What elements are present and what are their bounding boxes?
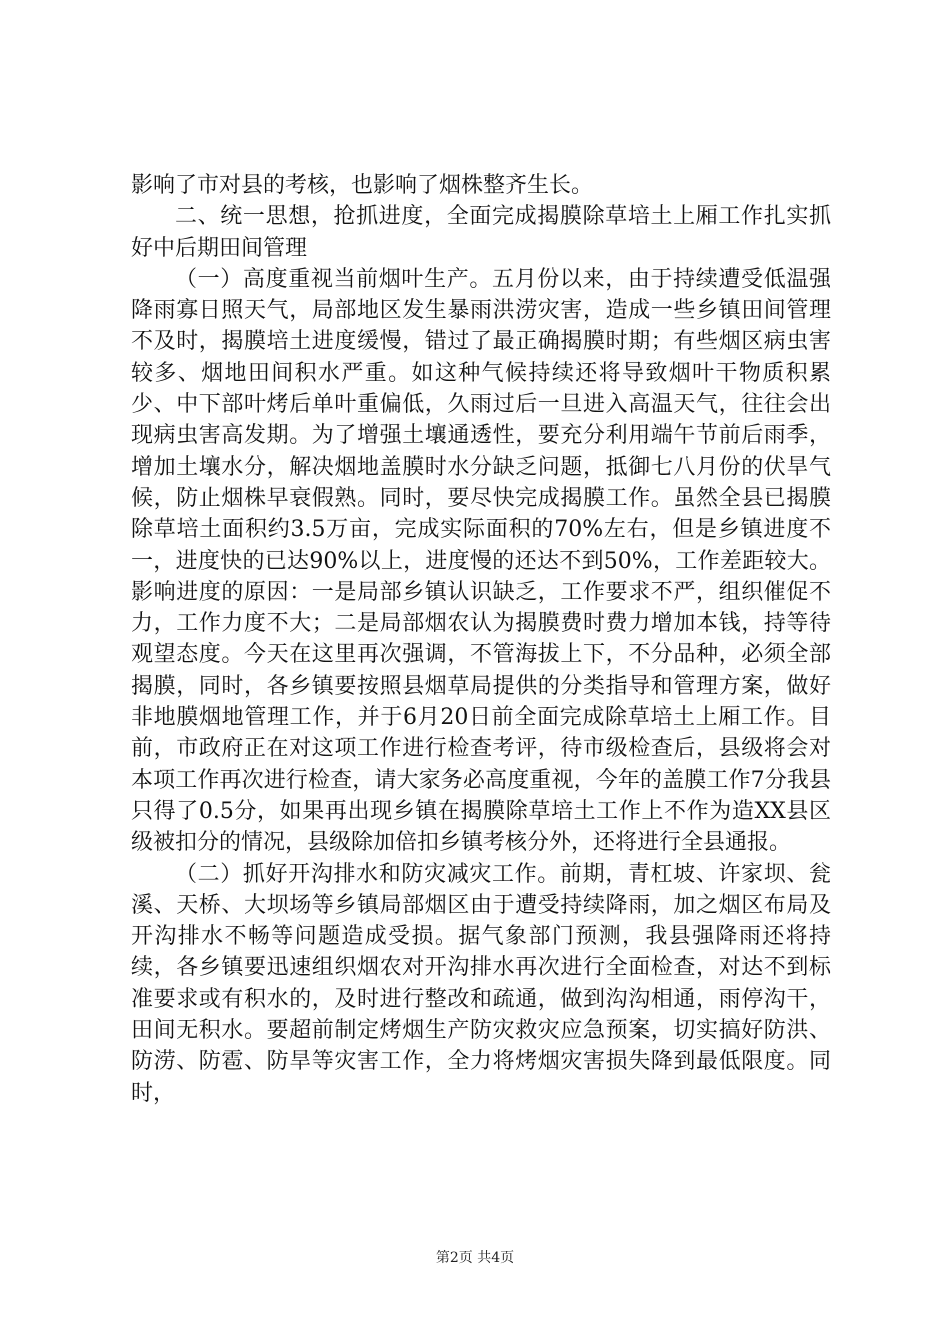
paragraph-section-1: （一）高度重视当前烟叶生产。五月份以来，由于持续遭受低温强降雨寡日照天气，局部地区发生暴雨洪涝灾害，造成一些乡镇田间管理不及时，揭膜培土进度缓慢，错过了最正确揭膜时期；有些烟区病虫害较多、烟地田间积水严重。如这种气候持续还将导致烟叶干物质积累少、中下部叶烤后单叶重偏低，久雨过后一旦进入高温天气，往往会出现病虫害高发期。为了增强土壤通透性，要充分利用端午节前后雨季，增加土壤水分，解决烟地盖膜时水分缺乏问题，抵御七八月份的伏旱气候，防止烟株早衰假熟。同时，要尽快完成揭膜工作。虽然全县已揭膜除草培土面积约3.5万亩，完成实际面积的70%左右，但是乡镇进度不一，进度快的已达90%以上，进度慢的还达不到50%，工作差距较大。影响进度的原因：一是局部乡镇认识缺乏，工作要求不严，组织催促不力，工作力度不大；二是局部烟农认为揭膜费时费力增加本钱，持等待观望态度。今天在这里再次强调，不管海拔上下，不分品种，必须全部揭膜，同时，各乡镇要按照县烟草局提供的分类指导和管理方案，做好非地膜烟地管理工作，并于6月20日前全面完成除草培土上厢工作。目前，市政府正在对这项工作进行检查考评，待市级检查后，县级将会对本项工作再次进行检查，请大家务必高度重视，今年的盖膜工作7分我县只得了0.5分，如果再出现乡镇在揭膜除草培土工作上不作为造XX县区级被扣分的情况，县级除加倍扣乡镇考核分外，还将进行全县通报。 [131,266,831,856]
paragraph-section-2: （二）抓好开沟排水和防灾减灾工作。前期，青杠坡、许家坝、瓮溪、天桥、大坝场等乡镇局部烟区由于遭受持续降雨，加之烟区布局及开沟排水不畅等问题造成受损。据气象部门预测，我县强降雨还将持续，各乡镇要迅速组织烟农对开沟排水再次进行全面检查，对达不到标准要求或有积水的，及时进行整改和疏通，做到沟沟相通，雨停沟干，田间无积水。要超前制定烤烟生产防灾救灾应急预案，切实搞好防洪、防涝、防雹、防旱等灾害工作，全力将烤烟灾害损失降到最低限度。同时， [131,861,831,1106]
page-footer: 第2页 共4页 [435,1250,515,1266]
paragraph-1: 影响了市对县的考核，也影响了烟株整齐生长。 [131,173,594,198]
document-body [131,170,831,1109]
section-heading-2: 二、统一思想，抢抓进度，全面完成揭膜除草培土上厢工作扎实抓好中后期田间管理 [131,204,831,261]
